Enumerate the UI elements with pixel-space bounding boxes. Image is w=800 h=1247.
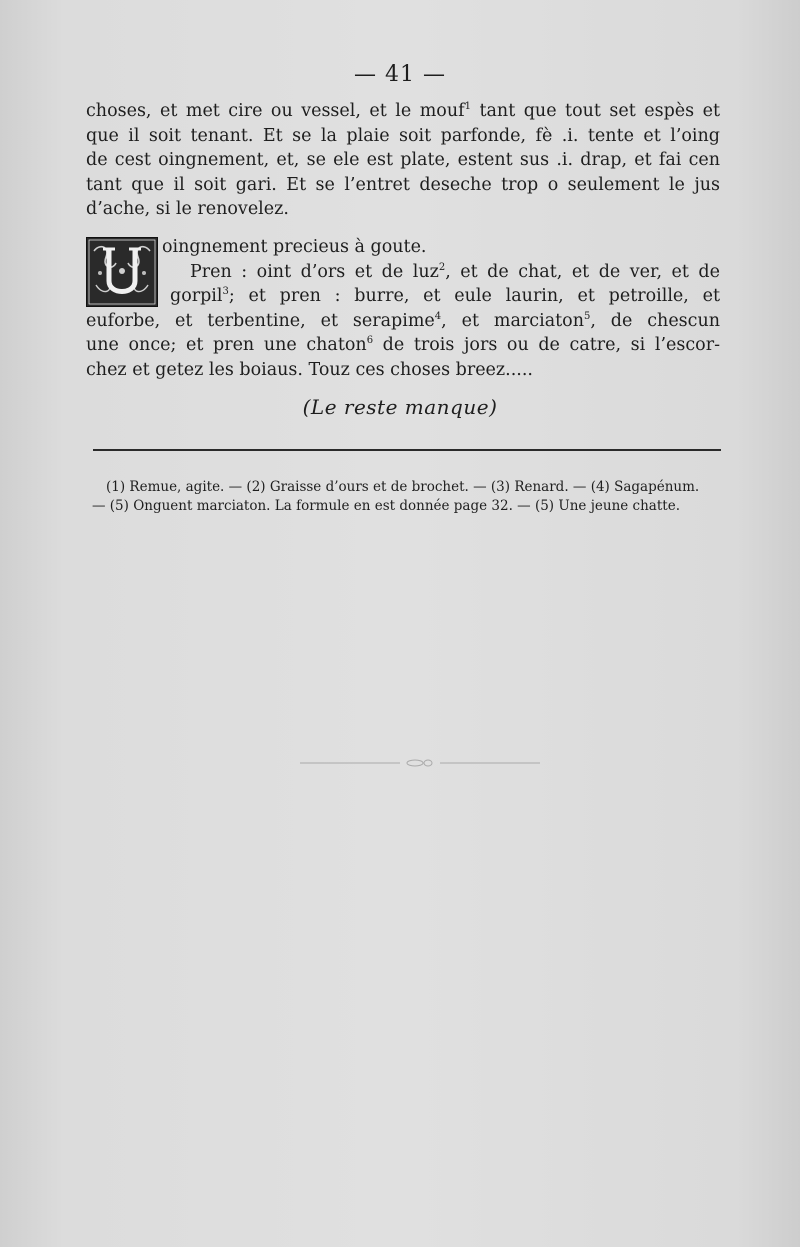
bleed-through-text — [100, 520, 740, 700]
bleed-through-ornament — [300, 758, 540, 768]
footnotes — [92, 478, 728, 516]
ornamental-dropcap-u-icon — [86, 237, 158, 307]
text-line: de cest oingnement, et, se ele est plate, estent sus .i. drap, et fai cen — [86, 150, 720, 170]
paragraph-1 — [86, 99, 720, 222]
text-line: tant que il soit gari. Et se l’entret deseche trop o seulement le jus — [86, 174, 720, 195]
text-line: gorpil$^3$; et pren : burre, et eule laurin, et petroille, et — [170, 286, 720, 306]
text-line: euforbe, et terbentine, et serapime$^4$, et marciaton$^5$, de chescun — [86, 310, 721, 331]
text-line: que il soit tenant. Et se la plaie soit parfonde, fè .i. tente et l’oing — [86, 125, 720, 146]
footnote-line: (1) Remue, agite. — (2) Graisse d’ours et de brochet. — (3) Renard. — (4) Sagapénum. — [106, 479, 700, 495]
text-line: une once; et pren une chaton$^6$ de trois jors ou de catre, si l’escor- — [86, 335, 720, 355]
recipe-title: oingnement precieus à goute. — [162, 237, 427, 257]
page-number: — 41 — — [354, 62, 446, 87]
missing-note: (Le reste manque) — [302, 395, 498, 419]
text-line: Pren : oint d’ors et de luz$^2$, et de chat, et de ver, et de — [190, 261, 720, 282]
footnote-line: — (5) Onguent marciaton. La formule en est donnée page 32. — (5) Une jeune chatte. — [92, 498, 680, 514]
text-line: choses, et met cire ou vessel, et le mouf$^1$ tant que tout set espès et — [86, 101, 720, 121]
paragraph-2 — [86, 235, 720, 382]
text-line: d’ache, si le renovelez. — [86, 199, 289, 219]
text-line: chez et getez les boiaus. Touz ces choses breez..... — [86, 359, 533, 380]
footnote-divider — [93, 449, 721, 451]
